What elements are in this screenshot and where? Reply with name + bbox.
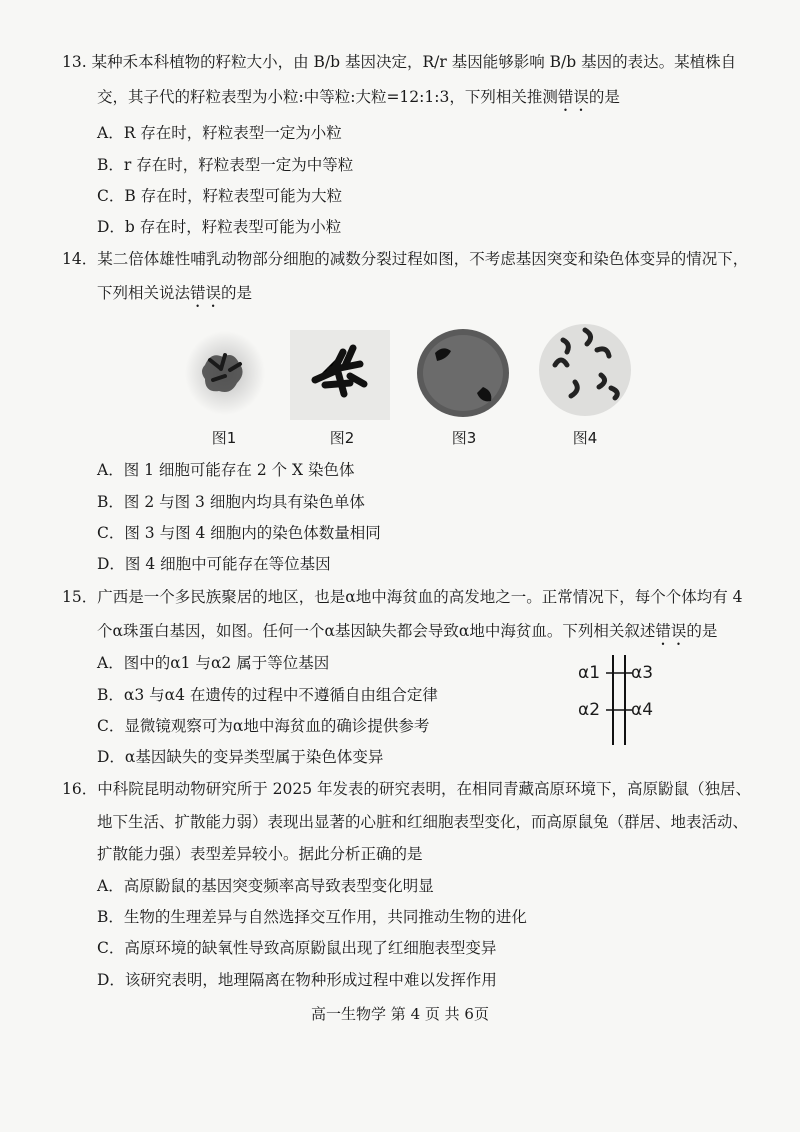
- gene-label-a3: α3: [631, 663, 654, 683]
- q14-stem-line1: 14．某二倍体雄性哺乳动物部分细胞的减数分裂过程如图，不考虑基因突变和染色体变异的情况下，: [62, 250, 749, 268]
- q16-option-d: D．该研究表明，地理隔离在物种形成过程中难以发挥作用: [97, 971, 497, 989]
- q15-option-b: B．α3 与α4 在遗传的过程中不遵循自由组合定律: [97, 686, 438, 704]
- q15-emphasis: 错误: [655, 622, 687, 640]
- q14-option-d: D．图 4 细胞中可能存在等位基因: [97, 555, 331, 573]
- figure-3-caption: 图3: [451, 429, 477, 447]
- q16-stem-line3: 扩散能力强）表型差异较小。据此分析正确的是: [97, 845, 423, 863]
- figure-2-caption: 图2: [329, 429, 355, 447]
- q13-stem-line1: 13. 某种禾本科植物的籽粒大小，由 B/b 基因决定，R/r 基因能够影响 B/b 基因的表达。某植株自: [62, 53, 737, 71]
- q14-option-b: B．图 2 与图 3 细胞内均具有染色单体: [97, 493, 365, 511]
- q16-option-a: A．高原鼢鼠的基因突变频率高导致表型变化明显: [97, 877, 434, 895]
- q13-option-b: B．r 存在时，籽粒表型一定为中等粒: [97, 156, 354, 174]
- q14-option-a: A．图 1 细胞可能存在 2 个 X 染色体: [97, 461, 355, 479]
- q15-stem-line2: 个α珠蛋白基因，如图。任何一个α基因缺失都会导致α地中海贫血。下列相关叙述错误的是: [97, 622, 718, 640]
- figure-1-caption: 图1: [211, 429, 237, 447]
- gene-label-a4: α4: [631, 700, 654, 720]
- cell-micrograph-1: [180, 325, 270, 420]
- q13-option-c: C．B 存在时，籽粒表型可能为大粒: [97, 187, 343, 205]
- q16-stem-line1: 16．中科院昆明动物研究所于 2025 年发表的研究表明，在相同青藏高原环境下，高原鼢鼠（独居、: [62, 780, 752, 798]
- q14-emphasis: 错误: [190, 284, 222, 302]
- q16-option-b: B．生物的生理差异与自然选择交互作用，共同推动生物的进化: [97, 908, 527, 926]
- q16-option-c: C．高原环境的缺氧性导致高原鼢鼠出现了红细胞表型变异: [97, 939, 497, 957]
- cell-micrograph-3: [413, 325, 513, 420]
- gene-label-a1: α1: [578, 663, 601, 683]
- figure-4-caption: 图4: [572, 429, 598, 447]
- page-footer: 高一生物学 第 4 页 共 6页: [311, 1005, 489, 1023]
- q16-stem-line2: 地下生活、扩散能力弱）表现出显著的心脏和红细胞表型变化，而高原鼠兔（群居、地表活动、: [97, 813, 749, 831]
- q15-stem-line1: 15．广西是一个多民族聚居的地区，也是α地中海贫血的高发地之一。正常情况下，每个个体均有 4: [62, 588, 743, 606]
- q15-option-d: D．α基因缺失的变异类型属于染色体变异: [97, 748, 384, 766]
- q13-option-a: A．R 存在时，籽粒表型一定为小粒: [97, 124, 342, 142]
- q14-option-c: C．图 3 与图 4 细胞内的染色体数量相同: [97, 524, 381, 542]
- alpha-globin-gene-diagram: [578, 655, 668, 755]
- q15-option-a: A．图中的α1 与α2 属于等位基因: [97, 654, 330, 672]
- cell-micrograph-2: [290, 330, 390, 420]
- q13-option-d: D．b 存在时，籽粒表型可能为小粒: [97, 218, 342, 236]
- cell-micrograph-4: [535, 320, 635, 420]
- q13-stem-line2: 交，其子代的籽粒表型为小粒:中等粒:大粒=12:1:3，下列相关推测错误的是: [97, 88, 620, 106]
- gene-label-a2: α2: [578, 700, 601, 720]
- q14-stem-line2: 下列相关说法错误的是: [97, 284, 253, 302]
- q15-option-c: C．显微镜观察可为α地中海贫血的确诊提供参考: [97, 717, 430, 735]
- q13-emphasis: 错误: [557, 88, 589, 106]
